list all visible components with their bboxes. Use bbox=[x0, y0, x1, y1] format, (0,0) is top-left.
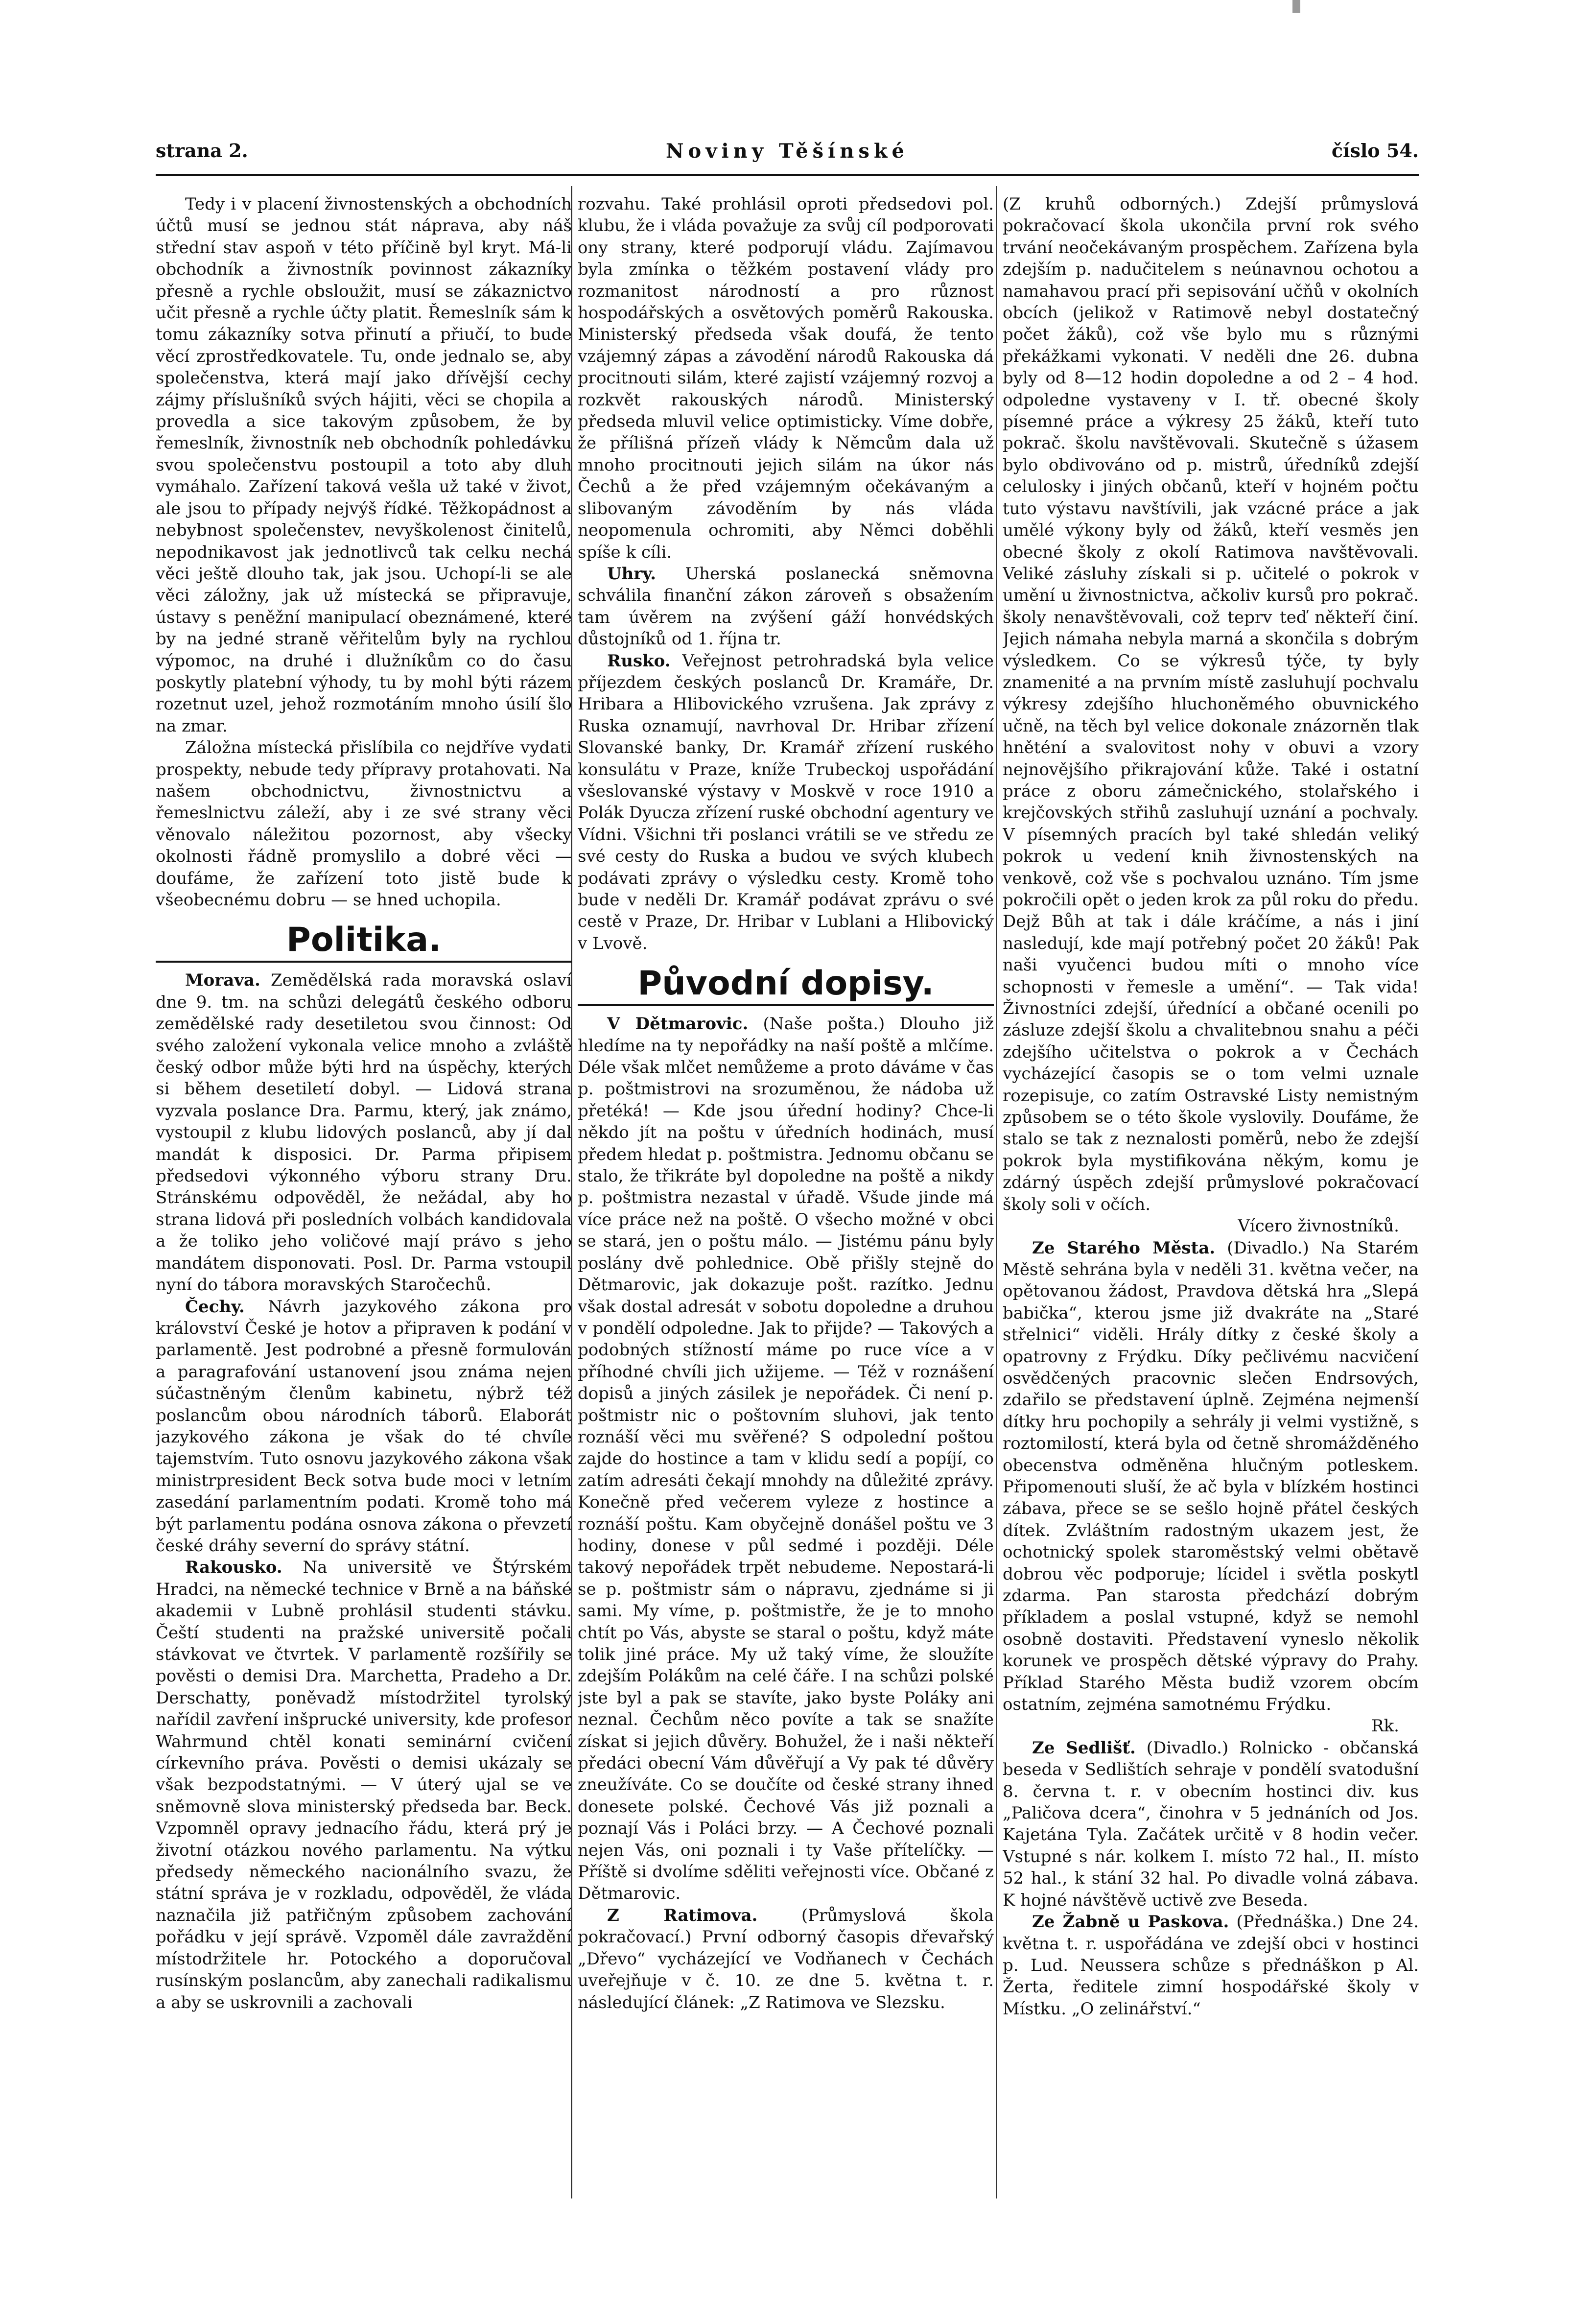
news-item-lead: V Dětmarovic. bbox=[607, 1014, 749, 1034]
news-item-text: Zemědělská rada moravská oslaví dne 9. tm. na schůzi delegátů českého odboru zemědělské rady desetiletou svou činnost: Od svého založení vykonala velice mnoho a zvláště český odbor může býti hrd na úspěchy, kterých si během desetiletí dobyl. — Lidová strana vyzvala poslance Dra. Parmu, který, jak známo, vystoupil z klubu lidových poslanců, aby jí dal mandát k disposici. Dr. Parma připisem předsedovi výkonného výboru strany Dru. Stránskému odpověděl, že nežádal, aby ho strana lidová při posledních volbách kandidovala a že toliko jeho voličové mají právo s jeho mandátem disponovati. Posl. Dr. Parma vstoupil nyní do tábora moravských Staročechů. bbox=[156, 970, 572, 1295]
news-item bbox=[156, 1557, 572, 2013]
news-item-text: (Průmyslová škola pokračovací.) První odborný časopis dřevařský „Dřevo“ vycházející ve Vodňanech v Čechách uveřejňuje v č. 10. ze dne 5. května t. r. následující článek: „Z Ratimova ve Slezsku. bbox=[578, 1905, 994, 2012]
issue-number-label: číslo 54. bbox=[1331, 140, 1419, 162]
news-item bbox=[156, 1296, 572, 1557]
article-paragraph: rozvahu. Také prohlásil oproti předsedovi pol. klubu, že i vláda považuje za svůj cíl podporovati ony strany, které podporují vládu. Zajímavou byla zmínka o těžkém postavení vlády pro rozmanitost národností a pro různost hospodářských a osvětových poměrů Rakouska. Ministerský předseda však doufá, že tento vzájemný zápas a závodění národů Rakouska dá procitnouti silám, které zajistí vzájemný rozvoj a rozkvět rakouských národů. Ministerský předseda mluvil velice optimisticky. Víme dobře, že přílišná přízeň vlády k Němcům dala už mnoho procitnouti jejich silám na úkor nás Čechů a že před vzájemným očekávaným a slibovaným závoděním by nás vláda neopomenula ochromiti, aby Němci doběhli spíše k cíli. bbox=[578, 194, 994, 562]
column-2 bbox=[578, 193, 994, 2191]
news-item bbox=[578, 650, 994, 955]
newspaper-title: Noviny Těšínské bbox=[665, 140, 909, 163]
page-header bbox=[156, 140, 1419, 169]
news-item-text: Veřejnost petrohradská byla velice příjezdem českých poslanců Dr. Kramáře, Dr. Hribara a Hlibovického vzrušena. Jak zprávy z Ruska oznamují, navrhoval Dr. Hribar zřízení Slovanské banky, Dr. Kramář zřízení ruského konsulátu v Praze, kníže Trubeckoj uspořádání všeslovanské výstavy v Moskvě v roce 1910 a Polák Dyucza zřízení ruské obchodní agentury ve Vídni. Všichni tři poslanci vrátili se ve středu ze své cesty do Ruska a budou ve svých klubech podávati zprávy o výsledku cesty. Kromě toho bude v neděli Dr. Kramář podávat zprávu o své cestě v Praze, Dr. Hribar v Lublani a Hlibovický v Lvově. bbox=[578, 651, 994, 953]
news-item-text: (Divadlo.) Rolnicko - občanská beseda v Sedlištích sehraje v pondělí svatodušní 8. června t. r. v obecním hostinci div. kus „Paličova dcera“, činohra v 5 jednáních od Jos. Kajetána Tyla. Začátek určitě v 8 hodin večer. Vstupné s nár. kolkem I. místo 72 hal., II. místo 52 hal., k stání 32 hal. Po divadle volná zábava. K hojné návštěvě uctivě zve Beseda. bbox=[1003, 1738, 1419, 1910]
article-paragraph: Záložna místecká přislíbila co nejdříve vydati prospekty, nebude tedy přípravy protahovati. Na našem obchodnictvu, živnostnictvu a řemeslnictvu záleží, aby i ze své strany věci věnovalo náležitou pozornost, aby všecky okolnosti řádně promyslilo a dobré věci — doufáme, že zařízení toto jistě bude k všeobecnému dobru — se hned uchopila. bbox=[156, 738, 572, 910]
column-3 bbox=[1003, 193, 1419, 2191]
news-item-lead: Rusko. bbox=[607, 651, 671, 671]
news-item-text: (Naše pošta.) Dlouho již hledíme na ty nepořádky na naší poště a mlčíme. Déle však mlčet nemůžeme a proto dáváme v čas p. poštmistrovi na srozuměnou, že nádoba už přetéká! — Kde jsou úřední hodiny? Chce-li někdo jít na poštu v úředních hodinách, musí předem hledat p. poštmistra. Jednomu občanu se stalo, že třikráte byl dopoledne na poště a nikdy p. poštmistra nezastal v úřadě. Všude jinde má více práce než na poště. O všecho možné v obci se stará, jen o poštu málo. — Jistému pánu byly poslány dvě pohlednice. Obě přišly stejně do Dětmarovic, jak dokazuje pošt. razítko. Jednu však dostal adresát v sobotu dopoledne a druhou v pondělí odpoledne. Jak to přijde? — Takových a podobných stížností máme po ruce více a v příhodné chvíli jich užijeme. — Též v roznášení dopisů a jiných zásilek je nepořádek. Či není p. poštmistr nic o poštovním sluhovi, jak tento roznáší věci mu svěřené? S odpolední poštou zajde do hostince a tam v klidu sedí a popíjí, co zatím adresáti čekají mnohdy na důležité zprávy. Konečně před večerem vyleze z hostince a roznáší poštu. Kam obyčejně donášel poštu ve 3 hodiny, donese v půl sedmé i později. Déle takový nepořádek trpět nebudeme. Nepostará-li se p. poštmistr sám o nápravu, zjednáme si ji sami. My víme, p. poštmistře, že je to mnoho chtít po Vás, abyste se staral o poštu, když máte tolik jiné práce. My už taký víme, že sloužíte zdejším Polákům na celé čáře. I na schůzi polské jste byl a pak se stavíte, jako byste Poláky ani neznal. Čechům něco povíte a tak se snažíte získat si jejich důvěry. Bohužel, že i naši někteří předáci obecní Vám důvěřují a Vy pak té důvěry zneužíváte. Co se doučíte od české strany ihned donesete polské. Čechové Vás již poznali a poznají Vás i Poláci brzy. — A Čechové poznali nejen Vás, oni poznali i ty Vaše přítelíčky. — Příště si dvolíme sděliti veřejnosti více. Občané z Dětmarovic. bbox=[578, 1014, 994, 1904]
news-item-text: (Přednáška.) Dne 24. května t. r. uspořádána ve zdejší obci v hostinci p. Lud. Neussera schůze s přednáškon p Al. Žerta, ředitele zimní hospodářské školy v Místku. „O zelinářství.“ bbox=[1003, 1912, 1419, 2019]
news-item bbox=[578, 563, 994, 650]
news-item bbox=[578, 1013, 994, 1905]
news-item-lead: Ze Starého Města. bbox=[1032, 1238, 1216, 1258]
header-rule bbox=[156, 174, 1419, 176]
news-item-text: (Divadlo.) Na Starém Městě sehrána byla v neděli 31. května večer, na opětovanou žádost, Pravdova dětská hra „Slepá babička“, kterou jsme již dvakráte na „Staré střelnici“ viděli. Hrály dítky z české školy a opatrovny z Frýdku. Díky pečlivému nacvičení osvědčených pracovnic slečen Endrsových, zdařilo se představení úplně. Zejména nejmenší dítky hru pochopily a sehrály ji velmi vystižně, s roztomilostí, která byla od četně shromážděného obecenstva odměněna hlučným potleskem. Připomenouti sluší, že ač byla v blízkém hostinci zábava, přece se se sešlo hojně přátel českých dítek. Zvláštním radostným ukazem jest, že ochotnický spolek staroměstský velmi obětavě dobrou věc podporuje; lícidel i světla poskytl zdarma. Pan starosta předchází dobrým příkladem a poslal vstupné, když se nemohl osobně dostaviti. Představení vyneslo několik korunek ve prospěch dětské výpravy do Prahy. Příklad Starého Města budiž vzorem obcím ostatním, zejména samotnému Frýdku. bbox=[1003, 1238, 1419, 1715]
news-item bbox=[578, 1905, 994, 2013]
article-signature: Rk. bbox=[1371, 1716, 1399, 1736]
news-item-text: Návrh jazykového zákona pro království České je hotov a připraven k podání v parlamentě. Jest podrobné a přesně formulován a paragrafování ustanovení jsou známa nejen súčastněným členům kabinetu, nýbrž též poslancům obou národních táborů. Elaborát jazykového zákona je však do té chvíle tajemstvím. Tuto osnovu jazykového zákona však ministrpresident Beck sotva bude moci v letním zasedání parlamentním podati. Kromě toho má být parlamentu podána osnova zákona o převzetí české dráhy severní do správy státní. bbox=[156, 1297, 572, 1556]
section-heading-politika: Politika. bbox=[156, 920, 572, 963]
article-paragraph: (Z kruhů odborných.) Zdejší průmyslová pokračovací škola ukončila první rok svého trvání neočekávaným prospěchem. Zařízena byla zdejším p. nadučitelem s neúnavnou ochotou a namahavou prací při sepisování učňů v okolních obcích (jelikož v Ratimově nebyl dostatečný počet žáků), což vše bylo mu s různými překážkami vykonati. V neděli dne 26. dubna byly od 8—12 hodin dopoledne a od 2 – 4 hod. odpoledne vystaveny v I. tř. obecné školy písemné práce a výkresy 25 žáků, kteří tuto pokrač. školu navštěvovali. Skutečně s úžasem bylo obdivováno od p. mistrů, úředníků zdejší celulosky i jiných občanů, kteří v hojném počtu tuto výstavu navštívili, jak vzácné práce a jak umělé výkony byly od žáků, kteří vesměs jen obecné školy z okolí Ratimova navštěvovali. Veliké zásluhy získali si p. učitelé o pokrok v umění u živnostnictva, ačkoliv kursů pro pokrač. školy nenavštěvovali, což teprv teď někteří činí. Jejich námaha nebyla marná a skončila s dobrým výsledkem. Co se výkresů týče, ty byly znamenité a na prvním místě zasluhují pochvalu výkresy zdejšího hluchoněmého obuvnického učně, na těch byl velice dokonale znázorněn tlak hněténí a svalovitost nohy v obuvi a vzory nejnovějšího přikrajování kůže. Také i ostatní práce z oboru zámečnického, stolařského i krejčovských střihů zasluhují uznání a pochvaly. V písemných pracích byl také shledán veliký pokrok u vedení knih živnostenských na venkově, což vše s pochvalou uznáno. Tím jsme pokročili opět o jeden krok za půl roku do předu. Dejž Bůh at tak i dále kráčíme, a nás i jiní nasledují, kde mají potřebný počet 20 žáků! Pak naši vyučenci budou míti o mnoho více schopnosti v řemesle a umění“. — Tak vida! Živnostníci zdejší, úřednící a občané ocenili po zásluze zdejší školu a chvalitebnou snahu a péči zdejšího učitelstva o pokrok a v Čechách vycházející časopis se o tom velmi uznale rozepisuje, co zatím Ostravské Listy nemistným způsobem se o této škole vyslovily. Doufáme, že stalo se tak z neznalosti poměrů, nebo že zdejší pokrok byla mystifikována někým, komu je zdárný úspěch zdejší průmyslové pokračovací školy soli v očích. bbox=[1003, 194, 1419, 1214]
news-item-lead: Ze Sedlišť. bbox=[1032, 1738, 1136, 1758]
news-item-lead: Z Ratimova. bbox=[607, 1905, 758, 1925]
news-item-text: Uherská poslanecká sněmovna schválila finanční zákon zároveň s obsažením tam úvěrem na zvýšení gáží honvédských důstojníků od 1. října tr. bbox=[578, 564, 994, 649]
article-paragraph: Tedy i v placení živnostenských a obchodních účtů musí se jednou stát náprava, aby náš střední stav aspoň v této příčině byl kryt. Má-li obchodník a živnostník povinnost zákazníky přesně a rychle obsloužit, musí se zákaznictvo učit přesně a rychle účty platit. Řemeslník sám k tomu zákazníky sotva přinutí a přiučí, to bude věcí zprostředkovatele. Tu, onde jednalo se, aby společenstva, která mají jako dřívější cechy zájmy příslušníků svých hájiti, věci se chopila a provedla a sice takovým způsobem, že by řemeslník, živnostník neb obchodník pohledávku svou společenstvu postoupil a toto aby dluh vymáhalo. Zařízení taková vešla už také v život, ale jsou to případy nejvýš řídké. Těžkopádnost a nebybnost společenstev, nevyškolenost činitelů, nepodnikavost jak jednotlivců tak celku nechá věci ještě dlouho tak, jak jsou. Uchopí-li se ale věci záložny, jak už místecká se připravuje, ústavy s peněžní manipulací obeznámené, které by na jedné straně věřitelům byly na rychlou výpomoc, na druhé i dlužníkům co do času poskytly platební výhody, tu by mohl býti rázem rozetnut uzel, jehož rozmotáním mnoho úsilí šlo na zmar. bbox=[156, 194, 572, 736]
news-item bbox=[1003, 1737, 1419, 1911]
page-number-label: strana 2. bbox=[156, 140, 248, 162]
news-item-lead: Ze Žabně u Paskova. bbox=[1032, 1912, 1229, 1932]
news-item-lead: Morava. bbox=[185, 970, 260, 991]
news-item-lead: Čechy. bbox=[185, 1297, 245, 1317]
news-item-lead: Uhry. bbox=[607, 564, 656, 584]
news-item bbox=[1003, 1911, 1419, 2020]
section-heading-puvodni-dopisy: Původní dopisy. bbox=[578, 963, 994, 1006]
news-item-text: Na universitě ve Štýrském Hradci, na německé technice v Brně a na báňské akademii v Lubně prohlásil studenti stávku. Čeští studenti na pražské universitě počali stávkovat ve čtvrtek. V parlamentě rozšířily se pověsti o demisi Dra. Marchetta, Pradeho a Dr. Derschatty, poněvadž místodržitel tyrolský nařídil zavření inšprucké university, kde profesor Wahrmund chtěl konati seminární cvičení církevního práva. Pověsti o demisi ukázaly se však bezpodstatnými. — V úterý ujal se ve sněmovně slova ministerský předseda bar. Beck. Vzpomněl opravy jednacího řádu, která prý je životní otázkou nového parlamentu. Na výtku předsedy německého nacionálního svazu, že státní správa je v rozkladu, odpověděl, že vláda naznačila již patřičným způsobem zachování pořádku v její správě. Vzpoměl dále zavraždění místodržitele hr. Potockého a doporučoval rusínským poslancům, aby zanechali radikalismu a aby se uskrovnili a zachovali bbox=[156, 1558, 572, 2012]
column-divider bbox=[996, 186, 997, 2198]
news-item bbox=[156, 969, 572, 1296]
news-item bbox=[1003, 1237, 1419, 1716]
article-signature: Vícero živnostníků. bbox=[1238, 1216, 1399, 1236]
column-1 bbox=[156, 193, 572, 2191]
scan-speck bbox=[1292, 0, 1300, 13]
news-item-lead: Rakousko. bbox=[185, 1558, 282, 1578]
